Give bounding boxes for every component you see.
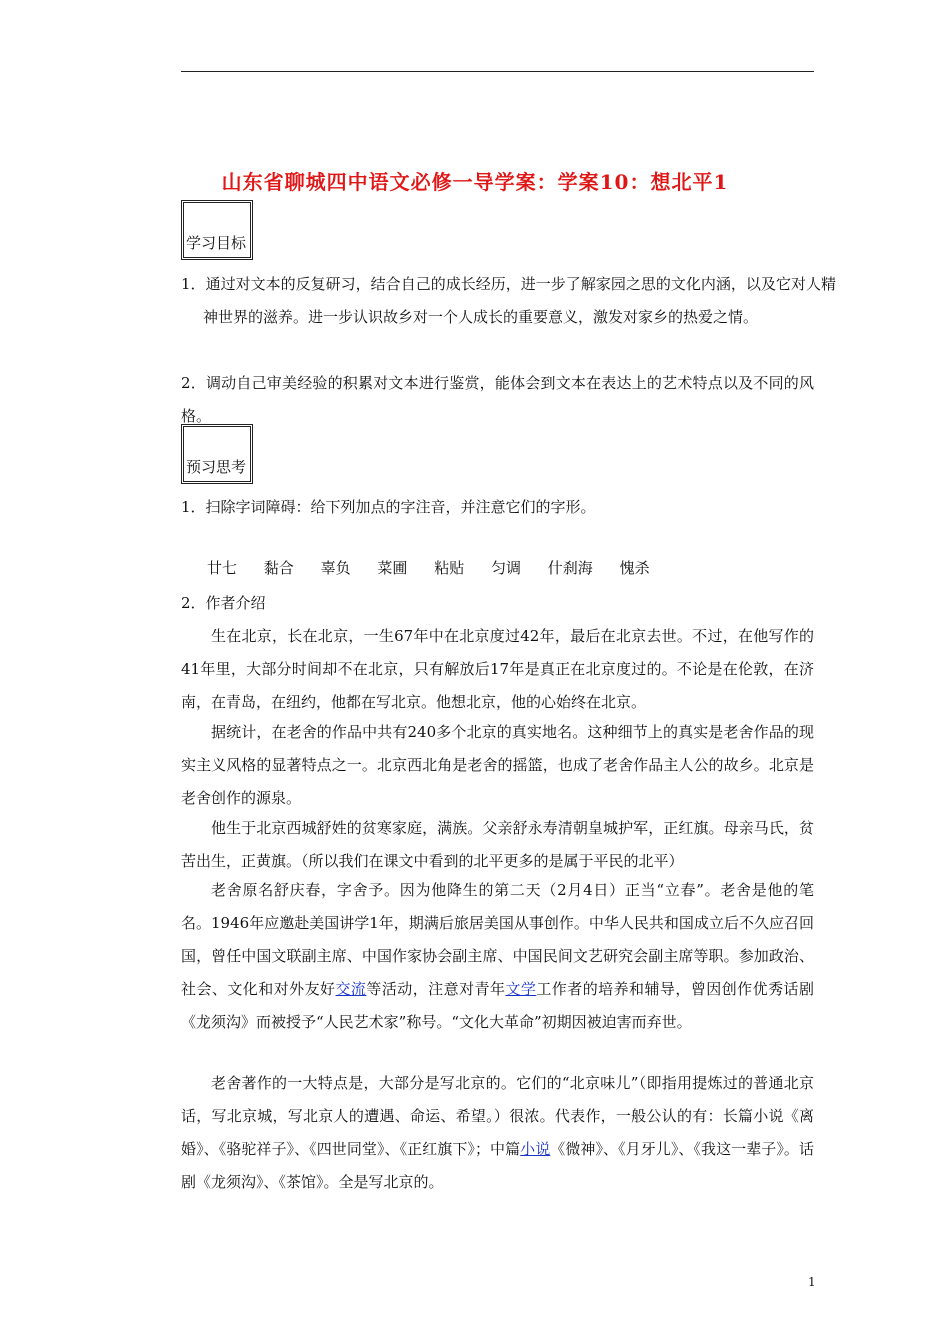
word-item: 匀调 — [490, 559, 521, 577]
paragraph-text: 等活动，注意对青年 — [366, 980, 506, 998]
paragraph-text: 《微神》、《月牙儿》、《我这一辈子》。话剧《龙须沟》、《茶馆》。全是写北京的。 — [181, 1140, 814, 1191]
author-paragraph-4 — [181, 874, 814, 1039]
section-label-preview — [181, 424, 253, 484]
author-paragraph-3: 他生于北京西城舒姓的贫寒家庭，满族。父亲舒永寿清朝皇城护军，正红旗。母亲马氏，贫苦出生，正黄旗。（所以我们在课文中看到的北平更多的是属于平民的北平） — [181, 819, 814, 870]
question-1: 1．扫除字词障碍：给下列加点的字注音，并注意它们的字形。 — [181, 498, 596, 516]
link-jiaoliu[interactable]: 交流 — [335, 980, 367, 998]
link-wenxue[interactable]: 文学 — [505, 980, 537, 998]
goal-2: 2．调动自己审美经验的积累对文本进行鉴赏，能体会到文本在表达上的艺术特点以及不同的风格。 — [181, 374, 814, 425]
word-item: 粘贴 — [434, 559, 465, 577]
word-item: 菜圃 — [377, 559, 408, 577]
page-title: 山东省聊城四中语文必修一导学案：学案10：想北平1 — [221, 170, 729, 194]
question-2: 2．作者介绍 — [181, 594, 266, 612]
word-item: 黏合 — [263, 559, 294, 577]
word-list — [207, 557, 672, 578]
header-rule — [181, 71, 814, 72]
paragraph-text: 老舍著作的一大特点是，大部分是写北京的。它们的“北京味儿”（即指用提炼过的普通北京话，写北京城，写北京人的遭遇、命运、希望。）很浓。代表作，一般公认的有：长篇小说《离婚》、《骆驼祥子》、《四世同堂》、《正红旗下》；中篇 — [181, 1074, 814, 1158]
word-item: 辜负 — [320, 559, 351, 577]
section-label-goals — [181, 200, 253, 260]
author-paragraph-2: 据统计，在老舍的作品中共有240多个北京的真实地名。这种细节上的真实是老舍作品的现实主义风格的显著特点之一。北京西北角是老舍的摇篮，也成了老舍作品主人公的故乡。北京是老舍创作的源泉。 — [181, 723, 814, 807]
word-item: 愧杀 — [619, 559, 650, 577]
author-paragraph-5 — [181, 1067, 814, 1199]
author-paragraph-1: 生在北京，长在北京，一生67年中在北京度过42年，最后在北京去世。不过，在他写作的41年里，大部分时间却不在北京，只有解放后17年是真正在北京度过的。不论是在伦敦，在济南，在青岛，在纽约，他都在写北京。他想北京，他的心始终在北京。 — [181, 627, 814, 711]
section-label-preview-text: 预习思考 — [186, 458, 247, 476]
link-xiaoshuo[interactable]: 小说 — [520, 1140, 551, 1158]
goal-1: 1．通过对文本的反复研习，结合自己的成长经历，进一步了解家园之思的文化内涵，以及它对人精神世界的滋养。进一步认识故乡对一个人成长的重要意义，激发对家乡的热爱之情。 — [181, 275, 836, 326]
word-item: 廿七 — [207, 559, 238, 577]
paragraph-text: 工作者的培养和辅导，曾因创作优秀话剧《龙须沟》而被授予“人民艺术家”称号。“文化大革命”初期因被迫害而弃世。 — [181, 980, 814, 1031]
word-item: 什刹海 — [547, 559, 593, 577]
page-number: 1 — [808, 1275, 816, 1289]
paragraph-text: 老舍原名舒庆春，字舍予。因为他降生的第二天（2月4日）正当“立春”。老舍是他的笔名。1946年应邀赴美国讲学1年，期满后旅居美国从事创作。中华人民共和国成立后不久应召回国，曾任中国文联副主席、中国作家协会副主席、中国民间文艺研究会副主席等职。参加政治、社会、文化和对外友好 — [181, 881, 814, 998]
section-label-goals-text: 学习目标 — [186, 234, 247, 252]
